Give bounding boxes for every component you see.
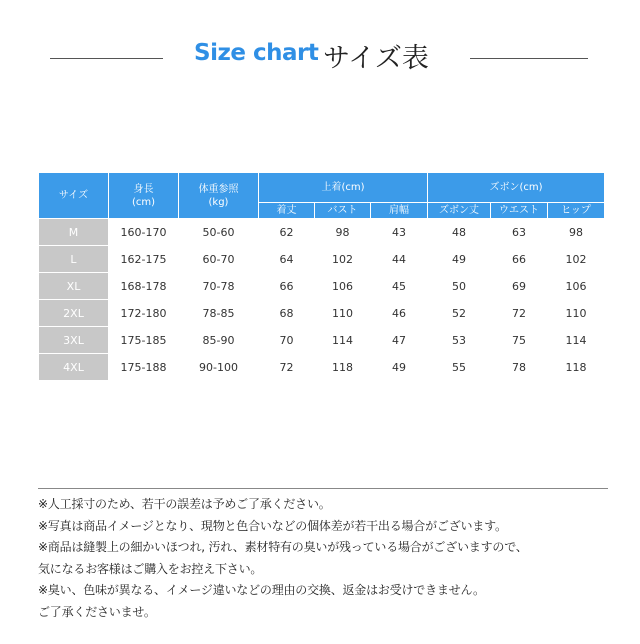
- title-divider-right: [470, 58, 588, 59]
- table-cell: 168-178: [109, 273, 179, 300]
- size-label: 2XL: [39, 300, 109, 327]
- header-weight: [179, 173, 259, 219]
- table-cell: 53: [428, 327, 491, 354]
- table-cell: 70-78: [179, 273, 259, 300]
- table-cell: 55: [428, 354, 491, 381]
- size-label: M: [39, 219, 109, 246]
- header-height-unit: (cm): [131, 196, 156, 208]
- table-cell: 47: [371, 327, 428, 354]
- table-cell: 50-60: [179, 219, 259, 246]
- header-hip: ヒップ: [548, 203, 605, 219]
- header-weight-unit: (kg): [208, 196, 229, 208]
- table-cell: 72: [491, 300, 548, 327]
- table-cell: 49: [428, 246, 491, 273]
- size-table: [38, 172, 605, 381]
- table-cell: 106: [548, 273, 605, 300]
- note-line: ※人工採寸のため、若干の誤差は予めご了承ください。: [38, 497, 331, 511]
- table-cell: 162-175: [109, 246, 179, 273]
- header-waist: ウエスト: [491, 203, 548, 219]
- table-cell: 45: [371, 273, 428, 300]
- header-height-label: 身長: [133, 183, 154, 195]
- header-weight-label: 体重参照: [198, 183, 239, 195]
- table-cell: 98: [548, 219, 605, 246]
- table-cell: 44: [371, 246, 428, 273]
- table-row: [39, 219, 605, 246]
- notes-section: [38, 488, 608, 623]
- size-label: 4XL: [39, 354, 109, 381]
- table-cell: 68: [259, 300, 315, 327]
- table-cell: 70: [259, 327, 315, 354]
- note-line: ※臭い、色味が異なる、イメージ違いなどの理由の交換、返金はお受けできません。: [38, 583, 485, 597]
- table-cell: 175-188: [109, 354, 179, 381]
- table-cell: 102: [548, 246, 605, 273]
- table-cell: 102: [315, 246, 371, 273]
- table-cell: 118: [548, 354, 605, 381]
- table-cell: 90-100: [179, 354, 259, 381]
- table-cell: 110: [315, 300, 371, 327]
- header-height: [109, 173, 179, 219]
- header-pants-length: ズボン丈: [428, 203, 491, 219]
- size-label: XL: [39, 273, 109, 300]
- table-row: [39, 354, 605, 381]
- table-cell: 175-185: [109, 327, 179, 354]
- table-cell: 172-180: [109, 300, 179, 327]
- table-cell: 106: [315, 273, 371, 300]
- header-length: 着丈: [259, 203, 315, 219]
- table-cell: 60-70: [179, 246, 259, 273]
- title-bar: [0, 36, 640, 76]
- table-cell: 49: [371, 354, 428, 381]
- table-cell: 78: [491, 354, 548, 381]
- table-cell: 50: [428, 273, 491, 300]
- size-label: 3XL: [39, 327, 109, 354]
- table-cell: 63: [491, 219, 548, 246]
- table-cell: 46: [371, 300, 428, 327]
- table-cell: 85-90: [179, 327, 259, 354]
- title-english: Size chart: [194, 40, 319, 66]
- table-cell: 98: [315, 219, 371, 246]
- header-size: サイズ: [39, 173, 109, 219]
- note-line: ※写真は商品イメージとなり、現物と色合いなどの個体差が若干出る場合がございます。: [38, 518, 507, 533]
- header-pants-group: ズボン(cm): [428, 173, 605, 203]
- table-cell: 160-170: [109, 219, 179, 246]
- table-cell: 43: [371, 219, 428, 246]
- table-cell: 66: [491, 246, 548, 273]
- header-bust: バスト: [315, 203, 371, 219]
- table-cell: 48: [428, 219, 491, 246]
- table-row: [39, 300, 605, 327]
- table-cell: 62: [259, 219, 315, 246]
- table-cell: 118: [315, 354, 371, 381]
- table-cell: 69: [491, 273, 548, 300]
- table-cell: 114: [548, 327, 605, 354]
- table-cell: 75: [491, 327, 548, 354]
- header-shoulder: 肩幅: [371, 203, 428, 219]
- title-japanese: サイズ表: [323, 43, 429, 74]
- table-cell: 66: [259, 273, 315, 300]
- note-line: ※商品は縫製上の細かいほつれ, 汚れ、素材特有の臭いが残っている場合がございますので、: [38, 540, 528, 554]
- table-cell: 114: [315, 327, 371, 354]
- table-cell: 64: [259, 246, 315, 273]
- size-label: L: [39, 246, 109, 273]
- header-top-group: 上着(cm): [259, 173, 428, 203]
- table-cell: 78-85: [179, 300, 259, 327]
- note-line: 気になるお客様はご購入をお控え下さい。: [38, 561, 263, 576]
- table-row: [39, 273, 605, 300]
- table-cell: 72: [259, 354, 315, 381]
- table-cell: 110: [548, 300, 605, 327]
- table-cell: 52: [428, 300, 491, 327]
- title-divider-left: [50, 58, 163, 59]
- table-row: [39, 246, 605, 273]
- note-line: ご了承くださいませ。: [38, 604, 156, 619]
- table-row: [39, 327, 605, 354]
